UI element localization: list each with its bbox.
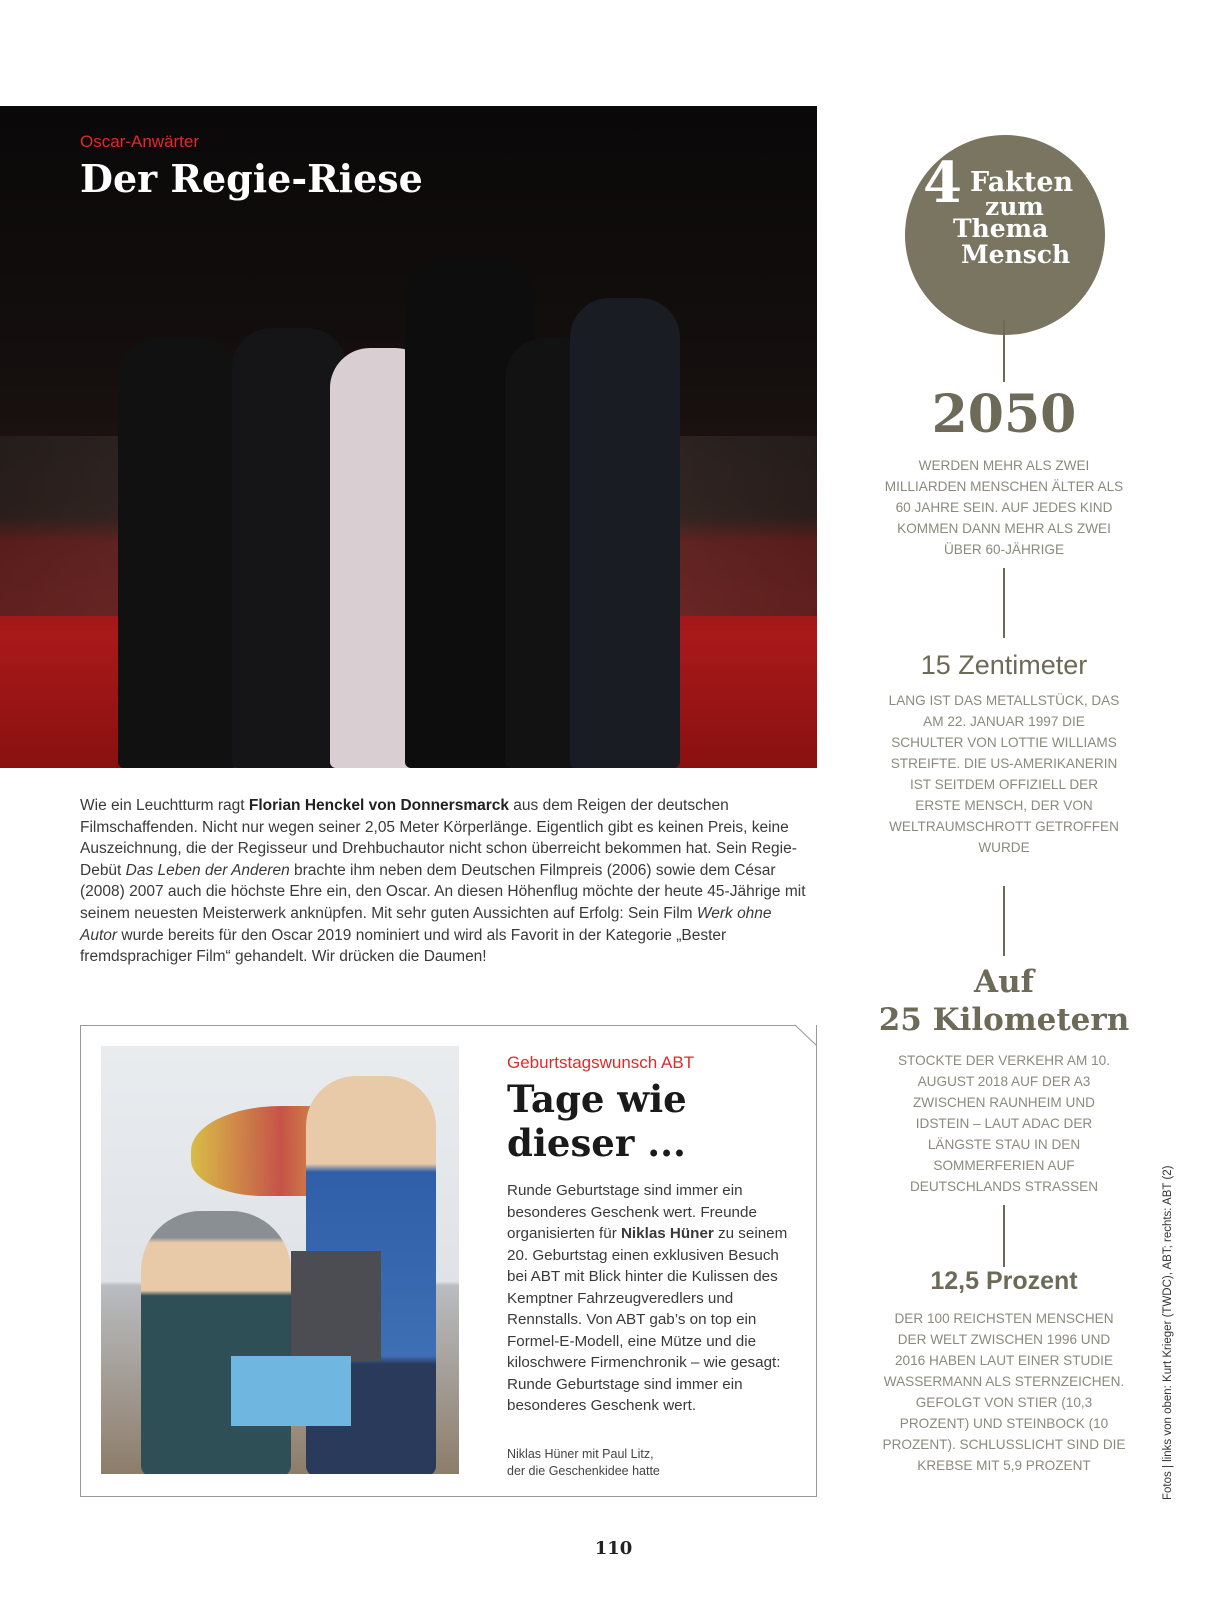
facts-label: Fakten <box>970 167 1074 198</box>
timeline-line <box>1003 1205 1005 1267</box>
caption-line: Florian Henckel <box>1114 661 1205 676</box>
photo-credit: Fotos | links von oben: Kurt Krieger (TWDC), ABT; rechts: ABT (2) <box>1162 1165 1174 1500</box>
photo-model-box <box>231 1356 351 1426</box>
caption-line: Autor <box>1173 733 1205 748</box>
feature-title: Der Regie-Riese <box>80 156 423 201</box>
film-title: Werk ohne Autor <box>80 904 772 944</box>
box-kicker: Geburtstagswunsch ABT <box>507 1053 695 1072</box>
fact-text: DER 100 REICHSTEN MENSCHEN DER WELT ZWISCHEN 1996 UND 2016 HABEN LAUT EINER STUDIE WASSERMANN ALS STERNZEICHEN. GEFOLGT VON STIER (10,3 PROZENT) UND STEINBOCK (10 PROZENT). SCHLUSSLICHT SIND DIE KREBSE MIT 5,9 PROZENT <box>882 1311 1126 1473</box>
fact-headline: Auf 25 Kilometern <box>878 964 1130 1038</box>
timeline-line <box>1003 320 1005 382</box>
film-title: Das Leben der Anderen <box>125 861 290 879</box>
box-body-text: Runde Geburtstage sind immer ein besonderes Geschenk wert. Freunde organisierten für Niklas Hüner zu seinem 20. Geburtstag einen exklusiven Besuch bei ABT mit Blick hinter die Kulissen des Kemptner Fahrzeugveredlers und Rennstalls. Von ABT gab’s on top ein Formel-E-Modell, eine Mütze und die kiloschwere Firmenchronik – wie gesagt: Runde Geburtstage sind immer ein besonderes Geschenk wert. <box>507 1182 788 1414</box>
abt-visit-photo <box>101 1046 459 1474</box>
feature-kicker: Oscar-Anwärter <box>80 132 200 151</box>
fact-text: WERDEN MEHR ALS ZWEI MILLIARDEN MENSCHEN ÄLTER ALS 60 JAHRE SEIN. AUF JEDES KIND KOMMEN DANN MEHR ALS ZWEI ÜBER 60-JÄHRIGE <box>884 458 1124 557</box>
timeline-line <box>1003 886 1005 956</box>
person-name: Niklas Hüner <box>620 1225 714 1242</box>
fact-headline: 2050 <box>931 384 1077 445</box>
fact-text: STOCKTE DER VERKEHR AM 10. AUGUST 2018 AUF DER A3 ZWISCHEN RAUNHEIM UND IDSTEIN – LAUT ADAC DER LÄNGSTE STAU IN DEN SOMMERFERIEN AUF DEUTSCHLANDS STRASSEN <box>897 1053 1111 1194</box>
photo-book-box <box>291 1251 381 1361</box>
facts-label: Thema <box>953 214 1049 243</box>
photo-figure <box>118 338 238 768</box>
box-title: Tage wie dieser ... <box>507 1077 687 1165</box>
facts-number: 4 <box>923 150 962 216</box>
fact-text: LANG IST DAS METALLSTÜCK, DAS AM 22. JANUAR 1997 DIE SCHULTER VON LOTTIE WILLIAMS STREIFTE. DIE US-AMERIKANERIN IST SEITDEM OFFIZIELL DER ERSTE MENSCH, DER VON WELTRAUMSCHROTT GETROFFEN WURDE <box>888 693 1120 855</box>
facts-label: Mensch <box>961 240 1071 269</box>
feature-body-text: Wie ein Leuchtturm ragt Florian Henckel von Donnersmarck aus dem Reigen der deutschen Filmschaffenden. Nicht nur wegen seiner 2,05 Meter Körperlänge. Eigentlich gibt es keinen Preis, keine Auszeichnung, die der Regisseur und Drehbuchautor nicht schon überreicht bekommen hat. Sein Regie-Debüt Das Leben der Anderen brachte ihm neben dem Deutschen Filmpreis (2006) sowie dem César (2008) 2007 auch die höchste Ehre ein, den Oscar. An diesen Höhenflug möchte der heute 45-Jährige mit seinem neuesten Meisterwerk anknüpfen. Mit sehr guten Aussichten auf Erfolg: Sein Film Werk ohne Autor wurde bereits für den Oscar 2019 nominiert und wird als Favorit in der Kategorie „Bester fremdsprachiger Film“ gehandelt. Wir drücken die Daumen! <box>80 797 806 966</box>
caption-line: von Werk ohne <box>1117 715 1205 730</box>
box-corner-fold <box>795 1024 817 1046</box>
page-number: 110 <box>594 1538 633 1559</box>
caption-line: und die Darsteller <box>1103 697 1205 712</box>
facts-label: zum <box>985 192 1044 221</box>
fact-headline: 12,5 Prozent <box>930 1267 1078 1295</box>
timeline-line <box>1003 568 1005 638</box>
person-name: Florian Henckel von Donnersmarck <box>248 797 509 814</box>
box-photo-caption: Niklas Hüner mit Paul Litz, der die Geschenkidee hatte <box>507 1447 660 1478</box>
caption-line: von Donnersmarck <box>1095 679 1205 694</box>
fact-headline: 15 Zentimeter <box>920 650 1088 680</box>
photo-person-seated <box>141 1211 291 1474</box>
